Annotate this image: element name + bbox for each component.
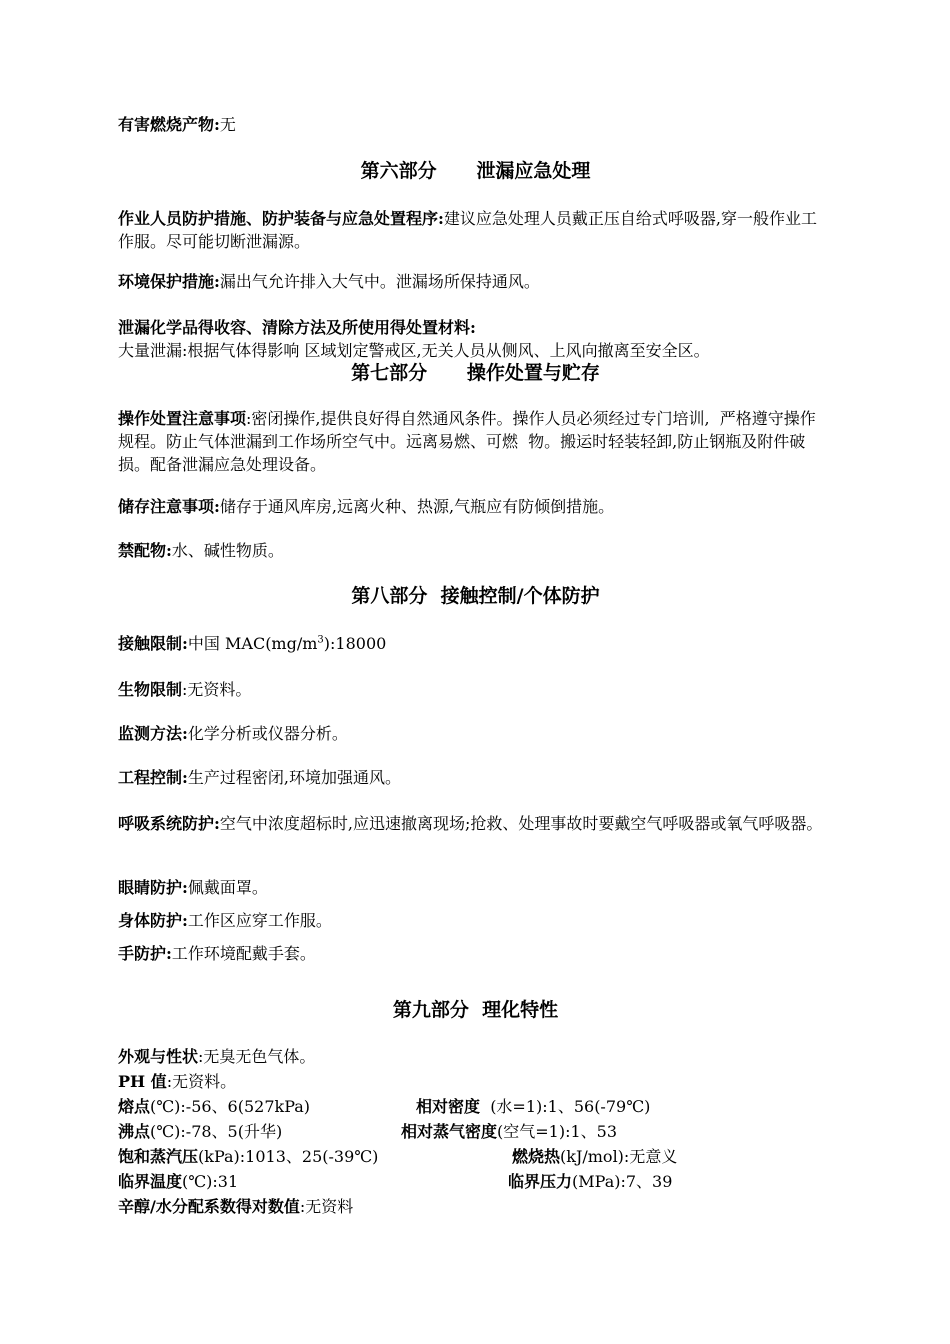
s8-eye: [118, 878, 268, 898]
s9-boil: [118, 1122, 282, 1142]
field-label: 储存注意事项:: [118, 497, 220, 516]
field-value: 无: [219, 115, 236, 134]
s7-handling: [118, 407, 823, 476]
field-value: 漏出气允许排入大气中。泄漏场所保持通风。: [219, 272, 540, 291]
s9-reldens: [416, 1097, 650, 1117]
s8-resp: [118, 812, 823, 835]
field-value: 水、碱性物质。: [171, 541, 284, 560]
field-value: (kPa):1013、25(-39℃): [198, 1147, 379, 1166]
s6-protect: [118, 207, 823, 253]
field-label: 临界温度: [118, 1172, 183, 1191]
s6-method-label: 泄漏化学品得收容、清除方法及所使用得处置材料:: [118, 318, 476, 337]
field-value: :无资料。: [182, 680, 252, 699]
field-label: 接触限制:: [118, 634, 188, 653]
field-label: 手防护:: [118, 944, 172, 963]
section-8-title: 第八部分 接触控制/个体防护: [351, 585, 600, 607]
s8-body: [118, 911, 332, 931]
s8-bio: [118, 680, 251, 700]
superscript: 3: [317, 634, 324, 646]
field-label: 相对蒸气密度: [401, 1122, 498, 1141]
field-value: 化学分析或仪器分析。: [187, 724, 348, 743]
field-label: 饱和蒸汽压: [118, 1147, 199, 1166]
field-label: 有害燃烧产物:: [118, 115, 220, 134]
field-value: :密闭操作,提供良好得自然通风条件。操作人员必须经过专门培训, 严格遵守操作规程。防止气体泄漏到工作场所空气中。远离易燃、可燃 物。搬运时轻装轻卸,防止钢瓶及附件破损。配备泄漏应急处理设备。: [118, 409, 816, 474]
section-9-title: 第九部分 理化特性: [392, 999, 559, 1021]
s9-ph: [118, 1072, 236, 1092]
s9-melt: [118, 1097, 310, 1117]
field-value: 中国 MAC(mg/m: [187, 634, 318, 653]
field-label: 燃烧热: [512, 1147, 561, 1166]
s9-crit-t: [118, 1172, 238, 1192]
field-value: (℃):-78、5(升华): [150, 1122, 283, 1141]
field-value: (空气=1):1、53: [497, 1122, 618, 1141]
field-label: 熔点: [118, 1097, 151, 1116]
field-label: 身体防护:: [118, 911, 188, 930]
s8-monitor: [118, 724, 348, 744]
s9-vapdens: [401, 1122, 617, 1142]
field-value: 储存于通风库房,远离火种、热源,气瓶应有防倾倒措施。: [219, 497, 615, 516]
s8-hand: [118, 944, 316, 964]
s8-limit: [118, 634, 386, 654]
field-label: 作业人员防护措施、防护装备与应急处置程序:: [118, 209, 444, 228]
field-label: 生物限制: [118, 680, 183, 699]
field-label: 操作处置注意事项: [118, 409, 247, 428]
s9-logp: [118, 1197, 353, 1217]
field-value: 工作区应穿工作服。: [187, 911, 332, 930]
field-value: (℃):-56、6(527kPa): [150, 1097, 311, 1116]
field-label: PH 值: [118, 1072, 167, 1091]
field-label: 相对密度: [416, 1097, 481, 1116]
s6-env: [118, 272, 540, 292]
section-7-title: 第七部分 操作处置与贮存: [351, 362, 600, 384]
s9-vp: [118, 1147, 378, 1167]
field-value: (水=1):1、56(-79℃): [480, 1097, 651, 1116]
combustion-products: [118, 115, 236, 135]
field-value: :无资料。: [166, 1072, 237, 1091]
field-label: 工程控制:: [118, 768, 188, 787]
field-value: 建议应急处理人员戴正压自给式呼吸器,穿一般作业工作服。尽可能切断泄漏源。: [118, 209, 818, 251]
field-label: 监测方法:: [118, 724, 188, 743]
field-value: 工作环境配戴手套。: [171, 944, 316, 963]
field-value: :无臭无色气体。: [198, 1047, 316, 1066]
s9-appearance: [118, 1047, 315, 1067]
field-label: 环境保护措施:: [118, 272, 220, 291]
field-label: 临界压力: [508, 1172, 573, 1191]
field-value: 空气中浓度超标时,应迅速撤离现场;抢救、处理事故时要戴空气呼吸器或氧气呼吸器。: [219, 814, 823, 833]
field-value: (kJ/mol):无意义: [560, 1147, 678, 1166]
s7-incompat: [118, 541, 284, 561]
field-label: 眼睛防护:: [118, 878, 188, 897]
field-label: 沸点: [118, 1122, 151, 1141]
field-value: 生产过程密闭,环境加强通风。: [187, 768, 402, 787]
field-label: 辛醇/水分配系数得对数值: [118, 1197, 300, 1216]
field-value: 佩戴面罩。: [187, 878, 268, 897]
field-label: 外观与性状: [118, 1047, 199, 1066]
s7-storage: [118, 497, 614, 517]
field-value: :无资料: [299, 1197, 354, 1216]
s8-eng: [118, 768, 401, 788]
s9-heat: [512, 1147, 677, 1167]
field-label: 禁配物:: [118, 541, 172, 560]
field-value: (MPa):7、39: [572, 1172, 673, 1191]
field-value-end: ):18000: [323, 634, 387, 653]
field-label: 呼吸系统防护:: [118, 814, 220, 833]
section-6-title: 第六部分 泄漏应急处理: [360, 160, 591, 182]
s9-crit-p: [508, 1172, 672, 1192]
s6-method-value: 大量泄漏:根据气体得影响 区域划定警戒区,无关人员从侧风、上风向撤离至安全区。: [118, 341, 710, 360]
field-value: (℃):31: [182, 1172, 239, 1191]
